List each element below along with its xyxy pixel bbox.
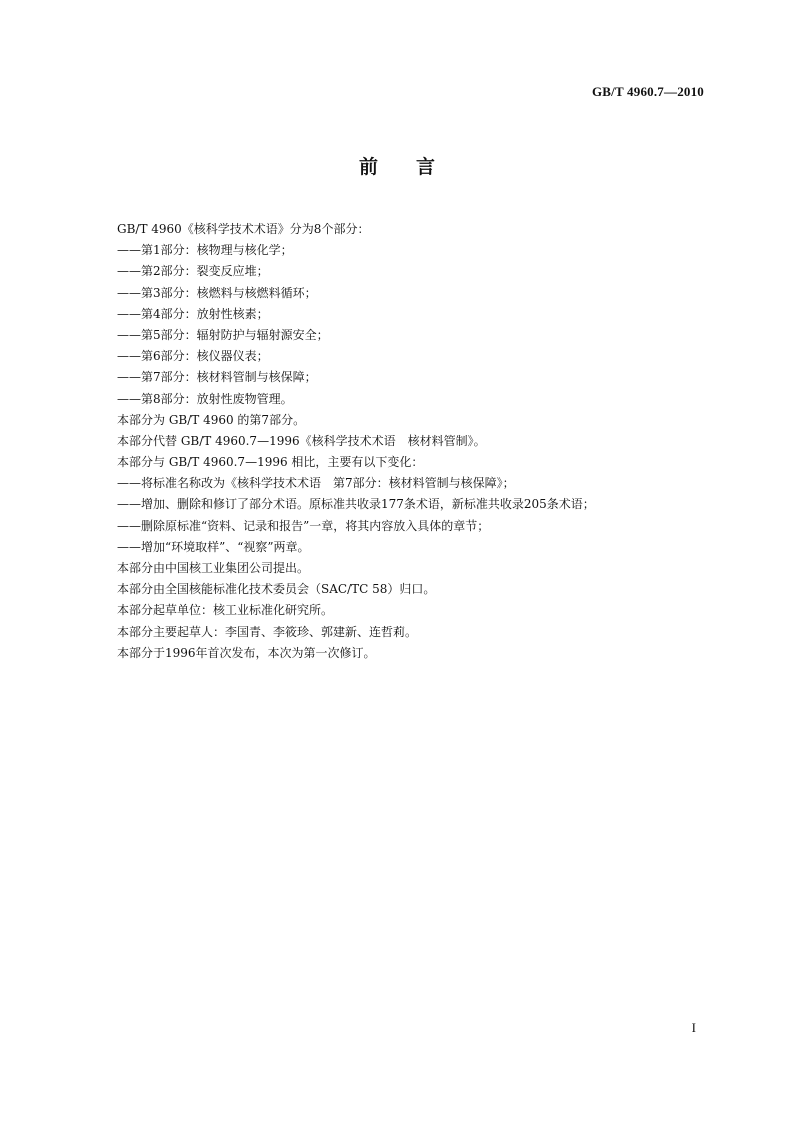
text-line: GB/T 4960《核科学技术术语》分为8个部分：: [117, 222, 370, 236]
text-line: ——删除原标准“资料、记录和报告”一章，将其内容放入具体的章节；: [117, 518, 490, 533]
page-title: 前言: [358, 156, 473, 178]
text-line: ——第2部分：裂变反应堆；: [117, 264, 269, 279]
text-line: ——增加、删除和修订了部分术语。原标准共收录177条术语，新标准共收录205条术语；: [117, 497, 595, 512]
text-line: ——第4部分：放射性核素；: [117, 306, 269, 321]
text-line: 本部分于1996年首次发布，本次为第一次修订。: [117, 645, 376, 660]
text-line: 本部分主要起草人：李国青、李筱珍、郭建新、连哲莉。: [117, 624, 418, 639]
text-line: 本部分起草单位：核工业标准化研究所。: [117, 603, 334, 618]
foreword-body: [117, 219, 707, 664]
text-line: 本部分为 GB/T 4960 的第7部分。: [117, 412, 306, 427]
text-line: 本部分由中国核工业集团公司提出。: [117, 561, 310, 575]
standard-code: GB/T 4960.7—2010: [591, 84, 704, 99]
text-line: ——第7部分：核材料管制与核保障；: [117, 370, 317, 385]
text-line: ——第5部分：辐射防护与辐射源安全；: [117, 327, 329, 342]
text-line: 本部分代替 GB/T 4960.7—1996《核科学技术术语 核材料管制》。: [117, 433, 486, 448]
text-line: ——第3部分：核燃料与核燃料循环；: [117, 285, 317, 300]
text-line: 本部分由全国核能标准化技术委员会（SAC/TC 58）归口。: [117, 582, 436, 597]
text-line: ——第6部分：核仪器仪表；: [117, 349, 269, 364]
text-line: ——第1部分：核物理与核化学；: [117, 243, 293, 258]
page-number: I: [691, 1020, 696, 1035]
text-line: ——将标准名称改为《核科学技术术语 第7部分：核材料管制与核保障》；: [117, 476, 515, 491]
text-line: 本部分与 GB/T 4960.7—1996 相比，主要有以下变化：: [117, 455, 424, 470]
text-line: ——第8部分：放射性废物管理。: [117, 391, 293, 406]
text-line: ——增加“环境取样”、“视察”两章。: [117, 539, 310, 554]
